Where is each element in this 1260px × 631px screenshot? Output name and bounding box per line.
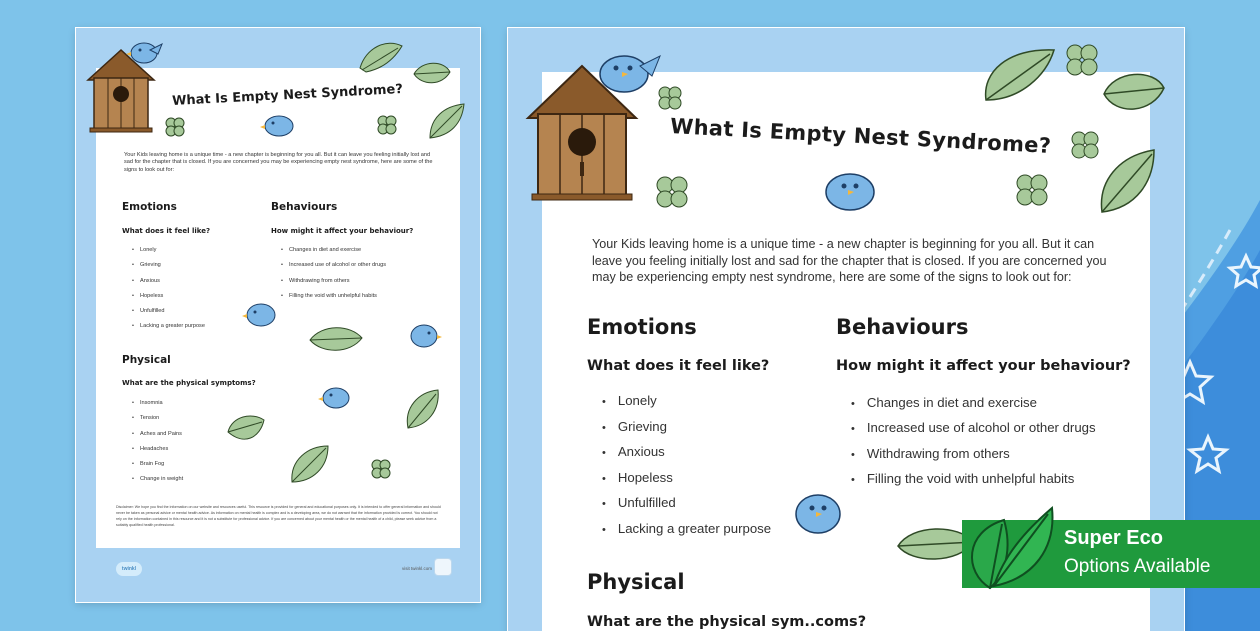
small-emotions-list [132,247,205,339]
list-item: • Unfulfilled [132,308,205,323]
list-item: • Aches and Pains [132,431,183,446]
clover-icon [654,174,690,210]
large-physical-sub: What are the physical sym..coms? [587,614,867,630]
list-item: • Tension [132,415,183,430]
small-sheet-intro: Your Kids leaving home is a unique time - a new chapter is beginning for you all. But it can leave you feeling initially lost and sad for the chapter that is closed. If you are concerned you may be experiencing empty nest syndrome, here are some of the signs to look out for: [124,152,433,173]
list-item: • Grieving [132,262,205,277]
leaf-icon [1102,66,1166,118]
eco-badge-subtitle: Options Available [1064,556,1211,577]
bird-icon [408,320,440,350]
large-behaviours-heading: Behaviours [836,315,969,339]
oak-leaf-icon [980,42,1058,108]
list-item: • Withdrawing from others [851,446,1096,471]
list-item: • Unfulfilled [602,495,771,521]
small-emotions-sub: What does it feel like? [122,227,211,235]
list-item: • Lonely [602,393,771,419]
small-behaviours-heading: Behaviours [271,201,338,213]
small-sheet-title: What Is Empty Nest Syndrome? [171,81,404,110]
clover-icon [1014,172,1050,208]
list-item: • Lacking a greater purpose [132,323,205,338]
large-behaviours-list [851,395,1096,496]
leaf-icon [1096,146,1158,216]
large-sheet-intro [592,236,1112,286]
clover-icon [376,114,398,136]
clover-icon [164,116,186,138]
oak-leaf-icon [402,388,442,432]
list-item: • Filling the void with unhelpful habits [281,293,386,308]
list-item: • Change in weight [132,476,183,491]
small-physical-sub: What are the physical symptoms? [122,379,256,387]
list-item: • Changes in diet and exercise [281,247,386,262]
leaf-icon [412,58,452,88]
large-emotions-list [602,393,771,547]
list-item: • Grieving [602,419,771,445]
list-item: • Hopeless [132,293,205,308]
list-item: • Brain Fog [132,461,183,476]
bird-icon [262,112,296,138]
list-item: • Anxious [132,278,205,293]
list-item: • Changes in diet and exercise [851,395,1096,420]
clover-icon [656,84,684,112]
footer-url: visit twinkl.com [402,566,433,571]
list-item: • Lonely [132,247,205,262]
large-emotions-sub: What does it feel like? [587,358,770,374]
list-item: • Lacking a greater purpose [602,521,771,547]
large-behaviours-sub: How might it affect your behaviour? [836,358,1131,374]
small-physical-heading: Physical [122,354,171,366]
bird-icon [320,384,352,410]
list-item: • Hopeless [602,470,771,496]
small-sheet-footer [96,548,460,590]
list-item: • Increased use of alcohol or other drugs [851,420,1096,445]
clover-icon [1064,42,1100,78]
intro-line: leave you feeling initially lost and sad for the chapter that is closed. If you are concerned you [592,253,1107,268]
intro-line: may be experiencing empty nest syndrome, here are some of the signs to look out for: [592,270,1072,284]
intro-line: Your Kids leaving home is a unique time - a new chapter is beginning for you all. But it can [592,237,1095,251]
twinkl-logo: twinkl [116,562,142,576]
bird-icon [244,300,278,328]
list-item: • Headaches [132,446,183,461]
bird-icon [790,486,848,538]
bird-icon [594,46,660,96]
small-behaviours-sub: How might it affect your behaviour? [271,227,414,235]
list-item: • Withdrawing from others [281,278,386,293]
small-disclaimer: Disclaimer: We hope you find the information on our website and resources useful. This resource is provided for general and educational purposes only. It is intended to offer general information and should never be taken as personal advice or mental health advice. As information on mental health is complex and is a developing area, we do not warrant that the information provided is correct. You should not rely on the information contained in this resource and it is not a substitute for professional advice. If you are concerned about your mental health or the mental health of a child, please seek advice from a suitably qualified health professional. [116,505,441,527]
large-physical-heading: Physical [587,570,685,594]
leaf-icon [288,442,332,486]
oak-leaf-icon [356,38,406,78]
small-behaviours-list [281,247,386,308]
list-item: • Filling the void with unhelpful habits [851,471,1096,496]
leaf-icon [426,102,466,142]
small-sheet [76,28,480,602]
leaf-icon [308,322,364,356]
list-item: • Insomnia [132,400,183,415]
eco-leaves-icon [960,502,1060,594]
leaf-icon [226,412,266,450]
large-emotions-heading: Emotions [587,315,697,339]
qr-icon [434,558,452,576]
small-physical-list [132,400,183,492]
list-item: • Increased use of alcohol or other drugs [281,262,386,277]
list-item: • Anxious [602,444,771,470]
small-emotions-heading: Emotions [122,201,177,213]
eco-badge-title: Super Eco [1064,527,1163,549]
large-sheet-title: What Is Empty Nest Syndrome? [669,114,1052,158]
clover-icon [370,458,402,484]
bird-icon [128,38,162,66]
bird-icon [820,168,880,214]
